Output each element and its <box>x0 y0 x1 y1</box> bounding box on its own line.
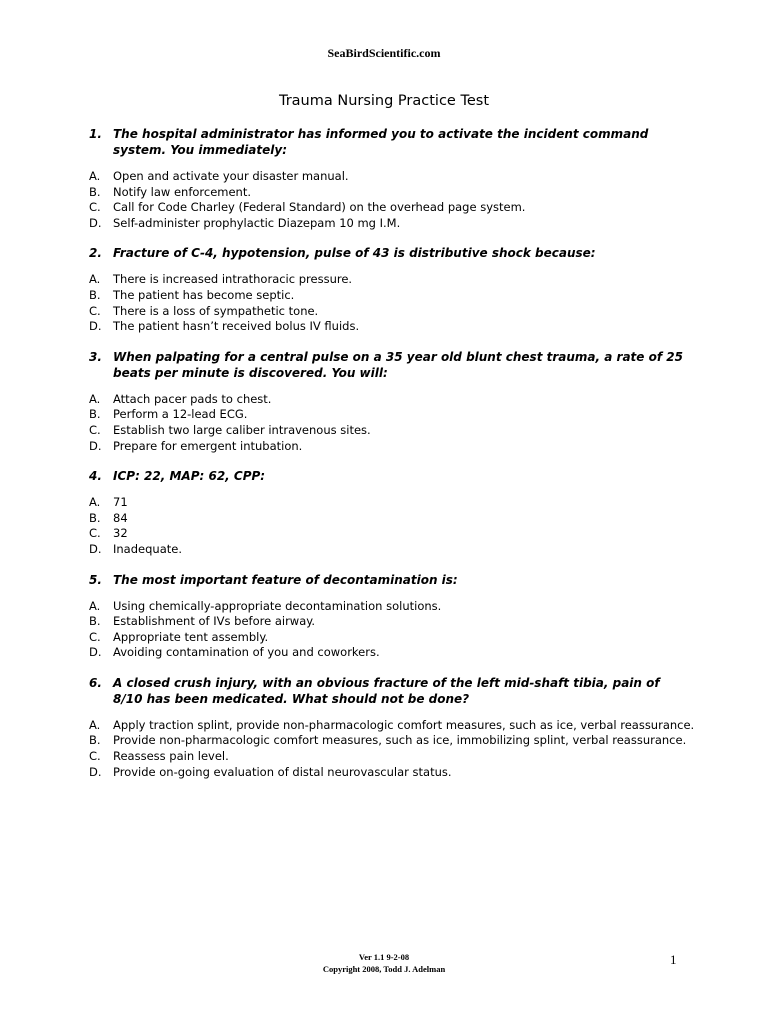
option-text: Self-administer prophylactic Diazepam 10 mg I.M. <box>113 215 401 230</box>
option-letter: C. <box>89 200 101 215</box>
option-text: 32 <box>113 526 128 541</box>
option-letter: D. <box>89 764 102 779</box>
option-text: Provide on-going evaluation of distal neurovascular status. <box>113 764 452 779</box>
question-text: Fracture of C-4, hypotension, pulse of 43 is distributive shock because: <box>113 246 596 261</box>
option-text: The patient has become septic. <box>113 287 295 302</box>
answer-option <box>89 423 689 439</box>
option-letter: A. <box>89 391 101 406</box>
question-text: A closed crush injury, with an obvious fracture of the left mid-shaft tibia, pain of 8/10 has been medicated. What should not be done? <box>113 675 660 706</box>
option-letter: A. <box>89 169 101 183</box>
answer-option <box>89 599 689 615</box>
question-list <box>89 126 695 780</box>
question-stem <box>89 572 689 588</box>
option-text: Open and activate your disaster manual. <box>113 169 349 183</box>
answer-option <box>89 645 689 661</box>
option-text: Prepare for emergent intubation. <box>113 438 303 453</box>
answer-option <box>89 200 689 216</box>
answer-option <box>89 407 689 423</box>
answer-options <box>89 599 689 661</box>
answer-option <box>89 319 689 335</box>
question-stem <box>89 675 689 707</box>
option-text: Reassess pain level. <box>113 749 229 764</box>
option-text: Provide non-pharmacologic comfort measures, such as ice, immobilizing splint, verbal reassurance. <box>113 733 687 748</box>
option-letter: A. <box>89 598 101 613</box>
question-stem <box>89 126 689 158</box>
question-text: ICP: 22, MAP: 62, CPP: <box>113 469 266 484</box>
version-text: Ver 1.1 9-2-08 <box>358 952 410 962</box>
question-2 <box>89 245 689 334</box>
answer-option <box>89 169 689 185</box>
option-letter: A. <box>89 717 101 732</box>
answer-option <box>89 630 689 646</box>
option-letter: C. <box>89 526 101 541</box>
question-stem <box>89 245 689 261</box>
answer-options <box>89 272 689 334</box>
answer-option <box>89 216 689 232</box>
question-1 <box>89 126 689 231</box>
option-text: 71 <box>113 495 128 510</box>
answer-option <box>89 304 689 320</box>
question-stem <box>89 349 689 381</box>
option-text: Notify law enforcement. <box>113 184 252 199</box>
answer-option <box>89 439 689 455</box>
option-text: Appropriate tent assembly. <box>113 629 269 644</box>
option-text: Call for Code Charley (Federal Standard) on the overhead page system. <box>113 200 526 215</box>
option-letter: D. <box>89 215 102 230</box>
answer-option <box>89 185 689 201</box>
option-text: Establishment of IVs before airway. <box>113 614 316 629</box>
option-letter: C. <box>89 629 101 644</box>
question-3 <box>89 349 689 454</box>
option-letter: C. <box>89 749 101 764</box>
option-letter: A. <box>89 272 101 287</box>
option-text: Establish two large caliber intravenous sites. <box>113 422 371 437</box>
page-number: 1 <box>670 952 677 967</box>
option-letter: B. <box>89 614 101 629</box>
option-text: Apply traction splint, provide non-pharmacologic comfort measures, such as ice, verbal reassurance. <box>113 717 695 732</box>
answer-option <box>89 614 689 630</box>
option-letter: B. <box>89 287 101 302</box>
question-number: 5. <box>89 572 102 587</box>
option-text: The patient hasn’t received bolus IV fluids. <box>113 319 360 334</box>
option-letter: B. <box>89 184 101 199</box>
option-text: Attach pacer pads to chest. <box>113 391 272 406</box>
option-text: Perform a 12-lead ECG. <box>113 407 248 422</box>
answer-options <box>89 392 689 454</box>
question-number: 3. <box>89 349 102 364</box>
question-5 <box>89 572 689 661</box>
option-letter: D. <box>89 541 102 556</box>
answer-options <box>89 717 695 780</box>
option-text: Using chemically-appropriate decontamination solutions. <box>113 598 442 613</box>
option-letter: C. <box>89 422 101 437</box>
question-4 <box>89 468 689 557</box>
answer-option <box>89 288 689 304</box>
option-letter: D. <box>89 438 102 453</box>
option-letter: D. <box>89 319 102 334</box>
copyright-text: Copyright 2008, Todd J. Adelman <box>322 964 446 974</box>
option-letter: D. <box>89 645 102 660</box>
answer-options <box>89 495 689 557</box>
answer-options <box>89 169 689 231</box>
page-title: Trauma Nursing Practice Test <box>278 93 490 109</box>
option-text: 84 <box>113 510 128 525</box>
answer-option <box>89 733 689 749</box>
question-number: 2. <box>89 246 102 261</box>
answer-option <box>89 272 689 288</box>
option-text: There is increased intrathoracic pressure. <box>113 272 353 287</box>
question-text: The hospital administrator has informed you to activate the incident command system. You immediately: <box>113 127 649 157</box>
question-number: 6. <box>89 675 102 690</box>
question-number: 1. <box>89 127 102 141</box>
answer-option <box>89 749 689 765</box>
option-letter: A. <box>89 495 101 510</box>
question-stem <box>89 468 689 484</box>
page-footer <box>0 951 768 975</box>
answer-option <box>89 526 689 542</box>
option-text: There is a loss of sympathetic tone. <box>113 303 319 318</box>
question-6 <box>89 675 695 780</box>
option-letter: B. <box>89 510 101 525</box>
answer-option <box>89 495 689 511</box>
option-letter: B. <box>89 733 101 748</box>
question-number: 4. <box>89 469 102 484</box>
option-letter: C. <box>89 303 101 318</box>
answer-option <box>89 392 689 408</box>
answer-option <box>89 511 689 527</box>
option-text: Inadequate. <box>113 541 182 556</box>
option-letter: B. <box>89 407 101 422</box>
answer-option <box>89 717 695 734</box>
question-text: When palpating for a central pulse on a 35 year old blunt chest trauma, a rate of 25 beats per minute is discovered. You will: <box>113 349 683 380</box>
option-text: Avoiding contamination of you and coworkers. <box>113 645 380 660</box>
question-text: The most important feature of decontamination is: <box>113 572 458 587</box>
answer-option <box>89 765 689 781</box>
answer-option <box>89 542 689 558</box>
site-header: SeaBirdScientific.com <box>327 46 441 60</box>
